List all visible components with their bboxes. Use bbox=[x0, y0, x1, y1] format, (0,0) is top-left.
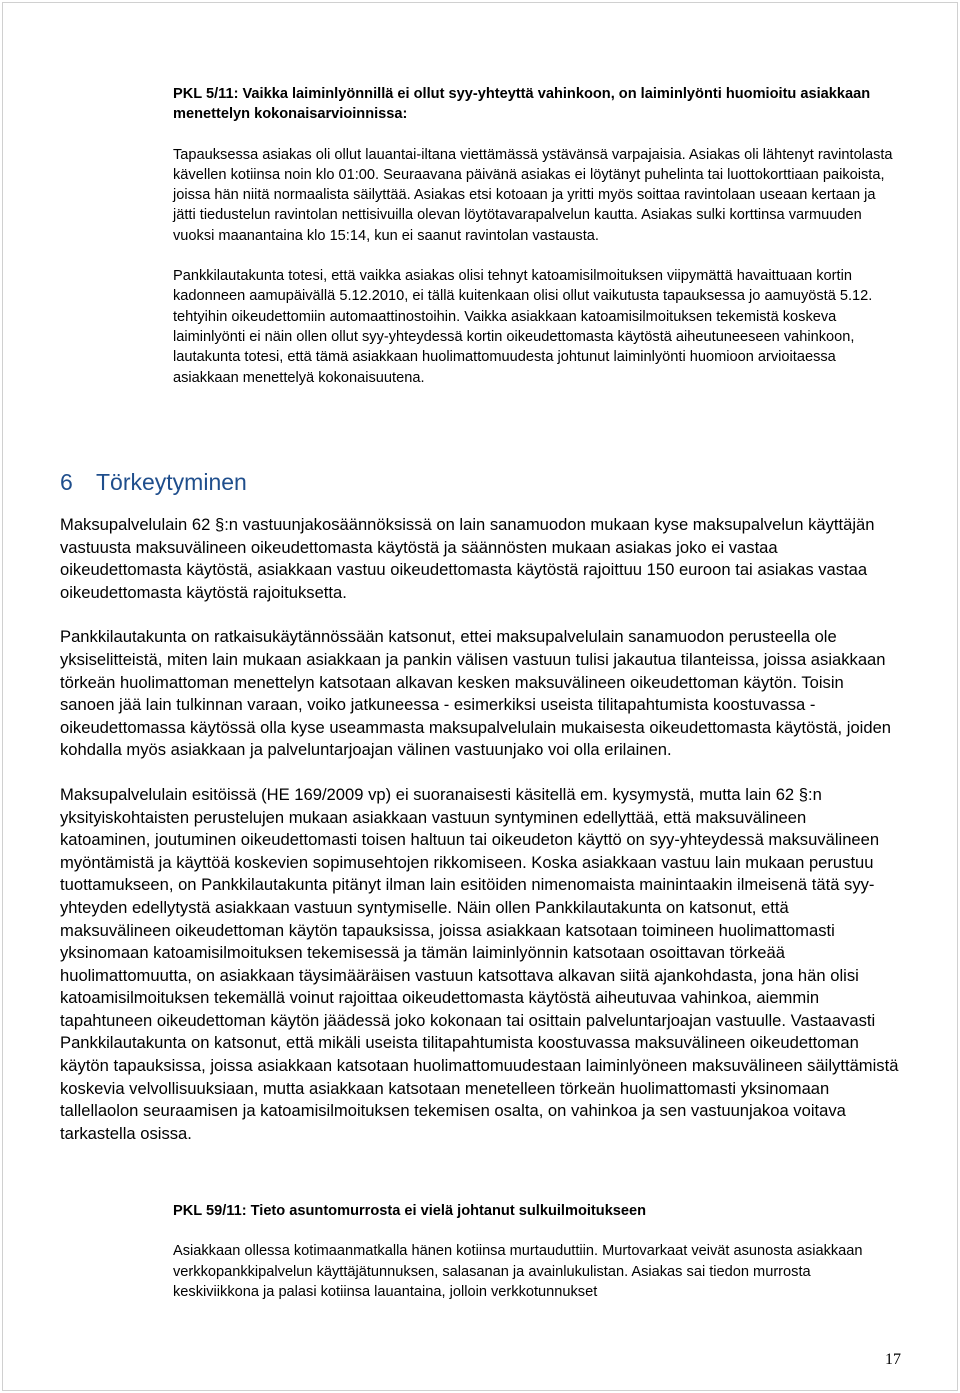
section-heading bbox=[60, 467, 247, 497]
case-title: PKL 5/11: Vaikka laiminlyönnillä ei ollut syy-yhteyttä vahinkoon, on laiminlyönti huomioitu asiakkaan menettelyn kokonaisarvioinnissa: bbox=[173, 86, 871, 123]
case-paragraph-ruling: Pankkilautakunta totesi, että vaikka asiakas olisi tehnyt katoamisilmoituksen viipymättä havaittuaan kortin kadonneen aamupäivällä 5.12.2010, ei tällä kuitenkaan olisi ollut vaikutusta tapauksessa jo aamuyöstä 5.12. tehtyihin oikeudettomiin automaattinostoihin. Vaikka asiakkaan katoamisilmoituksen tekemistä koskeva laiminlyönti ei näin ollen ollut syy-yhteydessä kortin oikeudettomasta käytöstä aiheutuneeseen vahinkoon, lautakunta totesi, että tämä asiakkaan huolimattomuudesta johtunut laiminlyönti huomioon arvioitaessa asiakkaan menettelyä kokonaisuutena. bbox=[173, 268, 873, 386]
section-number: 6 bbox=[60, 469, 73, 495]
section-paragraph-3: Maksupalvelulain esitöissä (HE 169/2009 vp) ei suoranaisesti käsitellä em. kysymystä, mutta lain 62 §:n yksityiskohtaisten perustelujen mukaan asiakkaan vastuun syntyminen edellyttää, että maksuvälineen katoaminen, joutuminen oikeudettomasti toisen haltuun tai oikeudeton käyttö on syy-yhteydessä maksuvälineen myöntämistä ja käyttöä koskevien sopimusehtojen rikkomiseen. Koska asiakkaan vastuu lain mukaan perustuu tuottamukseen, on Pankkilautakunta pitänyt ilman lain esitöiden nimenomaista mainintaakin ilmeisenä tätä syy-yhteyden edellytystä asiakkaan vastuun syntymiselle. Näin ollen Pankkilautakunta on katsonut, että maksuvälineen oikeudettoman käytön tapauksissa, joissa asiakkaan katsotaan toimineen huolimattomasti yksinomaan katoamisilmoituksen tekemisessä ja tämän laiminlyönnin katsotaan osoittavan törkeää huolimattomuutta, on asiakkaan täysimääräisen vastuun katsottava alkavan siitä ajankohdasta, jona hän olisi katoamisilmoituksen tekemällä voinut rajoittaa oikeudettomasta käytöstä aiheutuvaa vahinkoa, aiemmin tapahtuneen oikeudettoman käytön jäädessä joko kokonaan tai osittain palveluntarjoajan vastuulle. Vastaavasti Pankkilautakunta on katsonut, että mikäli useista tilitapahtumista koostuvassa maksuvälineen oikeudettoman käytön tapauksissa, joissa asiakkaan katsotaan huolimattomuudestaan laiminlyöneen maksuvälineen säilyttämistä koskevia velvollisuuksiaan, mutta asiakkaan katsotaan menetelleen törkeän huolimattomasti yksinomaan tallellaolon seuraamisen ja katoamisilmoituksen tekemisen osalta, on vahinkoa ja sen vastuunjakoa voitava tarkastella osissa. bbox=[60, 784, 899, 1143]
section-paragraph-1: Maksupalvelulain 62 §:n vastuunjakosäännöksissä on lain sanamuodon mukaan kyse maksupalvelun käyttäjän vastuusta maksuvälineen oikeudettomasta käytöstä ja säännösten mukaan asiakas joko ei vastaa oikeudettomasta käytöstä, asiakkaan vastuu oikeudettomasta käytöstä rajoittuu 150 euroon tai asiakas vastaa oikeudettomasta käytöstä rajoituksetta. bbox=[60, 515, 875, 602]
section-paragraph-2: Pankkilautakunta on ratkaisukäytännössään katsonut, ettei maksupalvelulain sanamuodon perusteella ole yksiselitteistä, miten lain mukaan asiakkaan ja pankin välisen vastuun tulisi jakautua tilanteissa, joissa asiakkaan törkeän huolimattoman menettelyn katsotaan alkavan kesken maksuvälineen oikeudettoman käytön. Toisin sanoen jää lain tulkinnan varaan, voiko jatkuneessa - esimerkiksi useista tilitapahtumista koostuvassa - oikeudettomassa käytössä olla kyse useammasta maksupalvelulain mukaisesta oikeudettomasta käytöstä, joiden kohdalla myös asiakkaan ja palveluntarjoajan välinen vastuunjako voi olla erilainen. bbox=[60, 627, 892, 760]
case-pkl-5-11 bbox=[173, 84, 899, 408]
case-paragraph-facts: Asiakkaan ollessa kotimaanmatkalla hänen kotiinsa murtauduttiin. Murtovarkaat veivät asunosta asiakkaan verkkopankkipalvelun käyttäjätunnuksen, salasanan ja avainlukulistan. Asiakas sai tiedon murrosta keskiviikkona ja palasi kotiinsa lauantaina, jolloin verkkotunnukset bbox=[173, 1243, 863, 1300]
section-title: Törkeytyminen bbox=[96, 469, 247, 495]
page-number: 17 bbox=[885, 1351, 901, 1368]
case-pkl-59-11 bbox=[173, 1201, 899, 1322]
case-title: PKL 59/11: Tieto asuntomurrosta ei vielä johtanut sulkuilmoitukseen bbox=[173, 1203, 647, 1219]
section-body bbox=[60, 514, 899, 1167]
case-paragraph-facts: Tapauksessa asiakas oli ollut lauantai-iltana viettämässä ystävänsä varpajaisia. Asiakas oli lähtenyt ravintolasta kävellen kotiinsa noin klo 01:00. Seuraavana päivänä asiakas ei löytänyt puhelinta tai luottokorttiaan paikoista, joissa hän niitä normaalista säilyttää. Asiakas etsi kotoaan ja yritti myös soittaa ravintolaan useaan kertaan ja jätti tiedustelun ravintolan nettisivuilla olevan löytötavarapalvelun kautta. Asiakas sulki korttinsa varmuuden vuoksi maanantaina klo 15:14, kun ei saanut ravintolan vastausta. bbox=[173, 146, 893, 244]
